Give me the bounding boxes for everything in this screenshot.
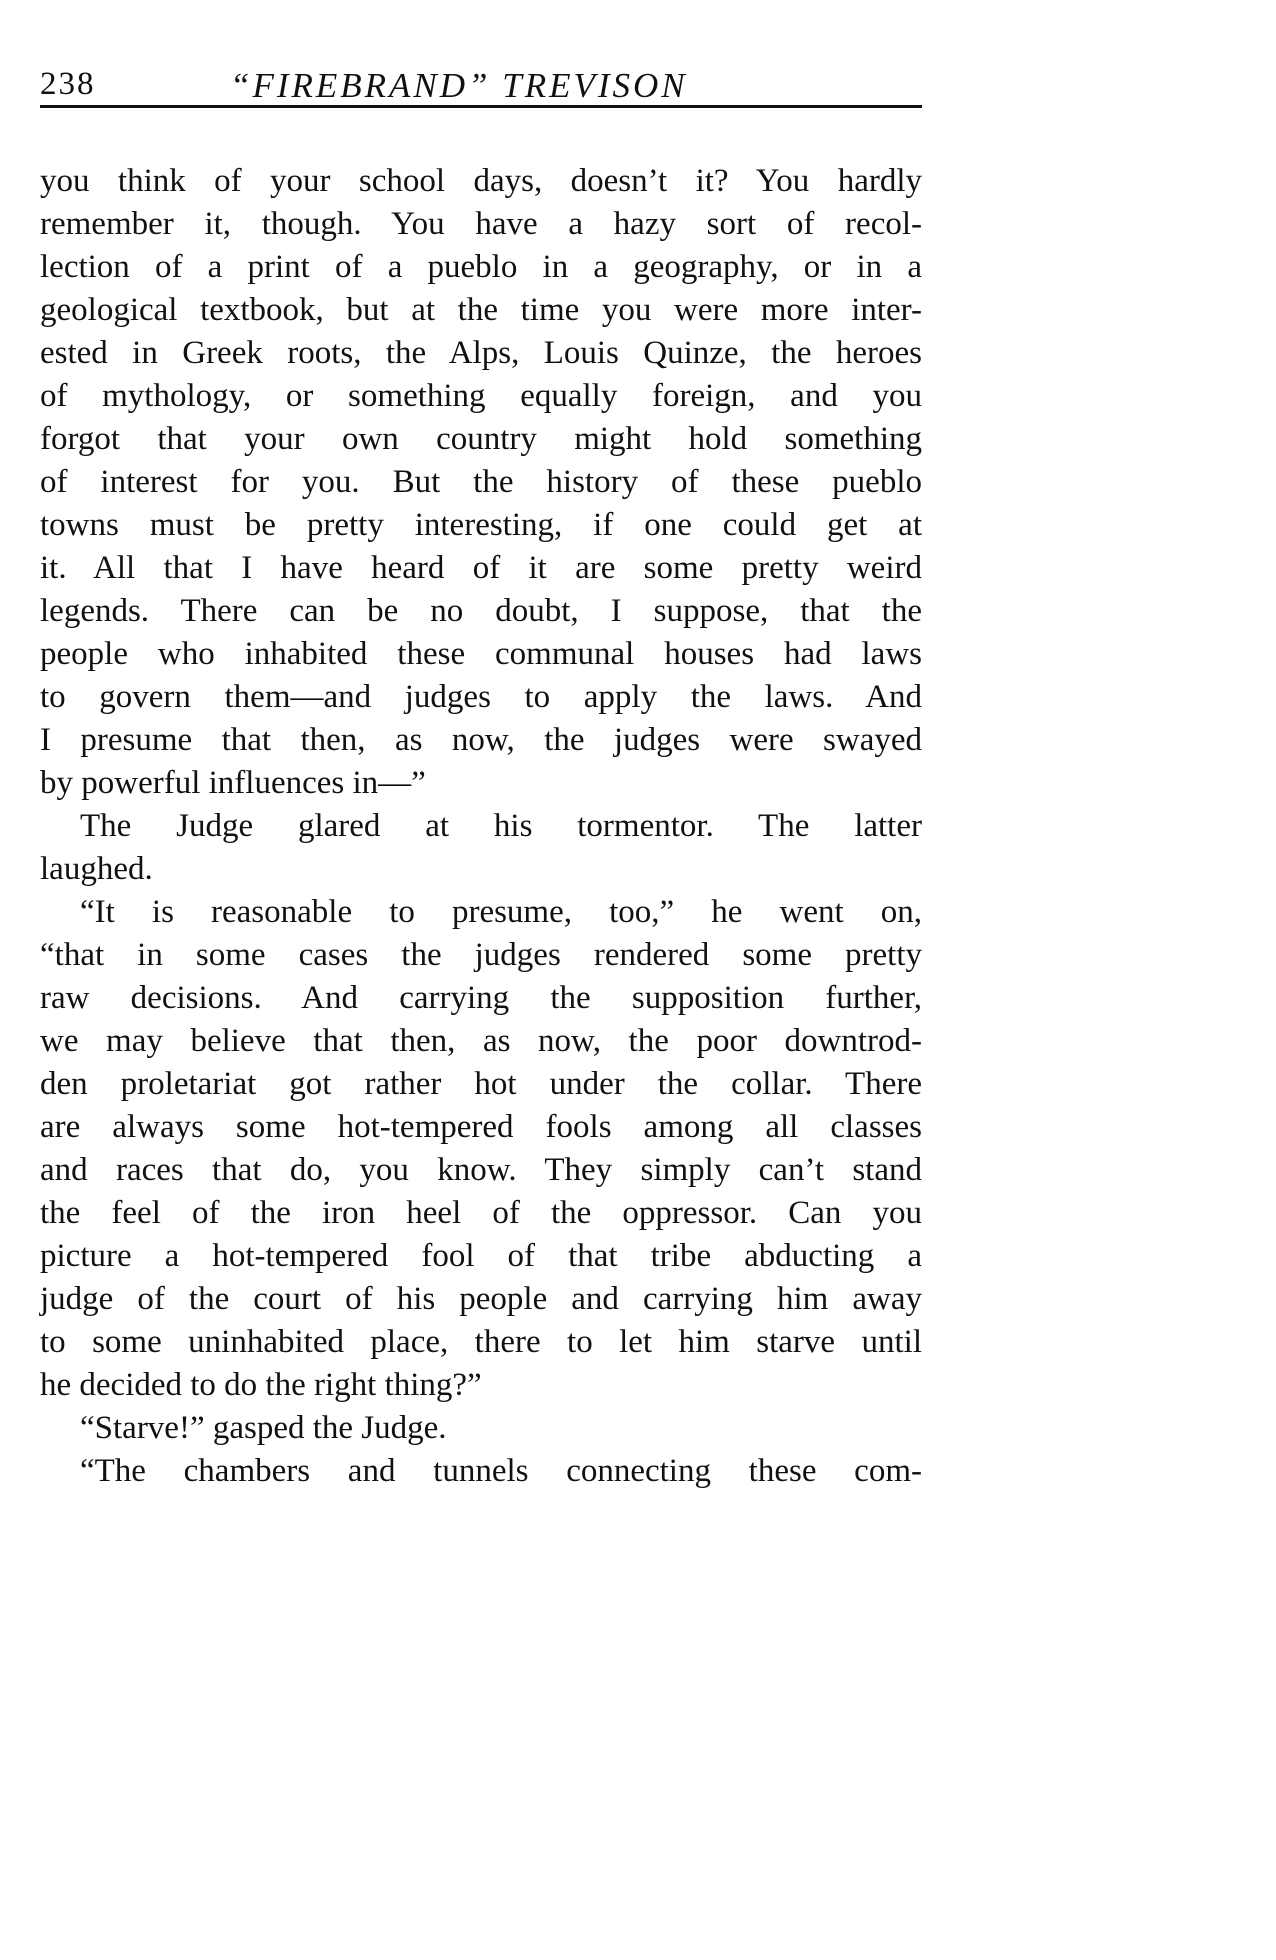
text-line: lection of a print of a pueblo in a geography, or in a xyxy=(40,249,922,285)
text-line: den proletariat got rather hot under the collar. There xyxy=(40,1066,922,1102)
text-line: “It is reasonable to presume, too,” he went on, xyxy=(80,894,922,930)
text-line: he decided to do the right thing?” xyxy=(40,1367,482,1403)
text-line: towns must be pretty interesting, if one could get at xyxy=(40,507,922,543)
text-line: ested in Greek roots, the Alps, Louis Quinze, the heroes xyxy=(40,335,922,371)
text-line: to some uninhabited place, there to let him starve until xyxy=(40,1324,922,1360)
text-line: of mythology, or something equally foreign, and you xyxy=(40,378,922,414)
text-line: by powerful influences in—” xyxy=(40,765,426,801)
text-line: “The chambers and tunnels connecting these com- xyxy=(80,1453,922,1489)
running-title: “FIREBRAND” TREVISON xyxy=(230,66,688,105)
page-number: 238 xyxy=(40,66,96,102)
text-line: forgot that your own country might hold something xyxy=(40,421,922,457)
text-line: are always some hot-tempered fools among all classes xyxy=(40,1109,922,1145)
text-line: to govern them—and judges to apply the laws. And xyxy=(40,679,922,715)
body-text xyxy=(40,160,922,1493)
text-line: the feel of the iron heel of the oppressor. Can you xyxy=(40,1195,922,1231)
text-line: of interest for you. But the history of these pueblo xyxy=(40,464,922,500)
running-header xyxy=(40,66,920,106)
text-line: and races that do, you know. They simply can’t stand xyxy=(40,1152,922,1188)
header-rule xyxy=(40,105,922,108)
text-line: The Judge glared at his tormentor. The latter xyxy=(80,808,922,844)
text-line: “Starve!” gasped the Judge. xyxy=(80,1410,447,1446)
text-line: we may believe that then, as now, the poor downtrod- xyxy=(40,1023,922,1059)
text-line: picture a hot-tempered fool of that tribe abducting a xyxy=(40,1238,922,1274)
text-line: people who inhabited these communal houses had laws xyxy=(40,636,922,672)
text-line: judge of the court of his people and carrying him away xyxy=(40,1281,922,1317)
text-line: legends. There can be no doubt, I suppose, that the xyxy=(40,593,922,629)
text-line: remember it, though. You have a hazy sort of recol- xyxy=(40,206,922,242)
text-line: raw decisions. And carrying the supposition further, xyxy=(40,980,922,1016)
text-line: I presume that then, as now, the judges were swayed xyxy=(40,722,922,758)
text-line: laughed. xyxy=(40,851,153,887)
text-line: you think of your school days, doesn’t it? You hardly xyxy=(40,163,922,199)
text-line: geological textbook, but at the time you were more inter- xyxy=(40,292,922,328)
text-line: “that in some cases the judges rendered some pretty xyxy=(40,937,922,973)
text-line: it. All that I have heard of it are some pretty weird xyxy=(40,550,922,586)
